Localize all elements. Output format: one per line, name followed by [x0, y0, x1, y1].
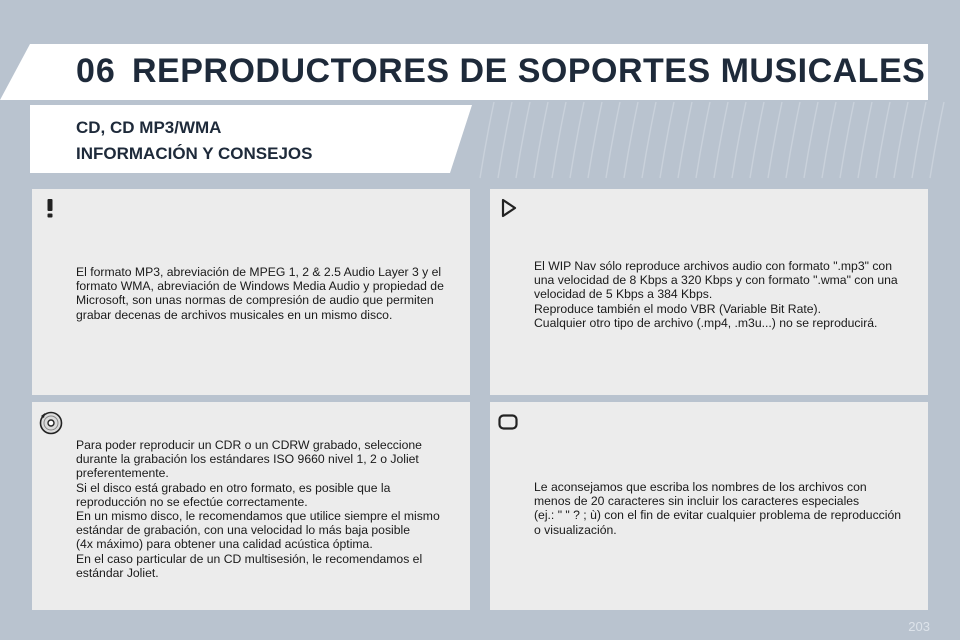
decorative-stripe — [696, 102, 710, 178]
panel-formats-text — [534, 259, 926, 330]
decorative-stripe — [552, 102, 566, 178]
text-line: (ej.: " " ? ; ù) con el fin de evitar cualquier problema de reproducción — [534, 508, 902, 523]
decorative-stripe — [822, 102, 836, 178]
text-line: velocidad de 5 Kbps a 384 Kbps. — [534, 287, 713, 302]
decorative-stripe — [786, 102, 800, 178]
warning-exclamation-icon — [38, 196, 62, 220]
decorative-stripe — [606, 102, 620, 178]
decorative-stripe — [750, 102, 764, 178]
chapter-title: REPRODUCTORES DE SOPORTES MUSICALES — [132, 52, 926, 90]
decorative-stripe — [894, 102, 908, 178]
decorative-stripe — [516, 102, 530, 178]
text-line: Reproduce también el modo VBR (Variable Bit Rate). — [534, 301, 821, 316]
info-rounded-rect-icon — [496, 410, 520, 434]
text-line: estándar de grabación, con una velocidad lo más baja posible — [76, 523, 411, 538]
section-band-tip — [450, 105, 472, 173]
decorative-stripe — [930, 102, 944, 178]
decorative-stripe — [624, 102, 638, 178]
text-line: El WIP Nav sólo reproduce archivos audio con formato ".mp3" con — [534, 259, 892, 273]
decorative-stripe — [732, 102, 746, 178]
section-title-line2: INFORMACIÓN Y CONSEJOS — [76, 144, 313, 163]
text-line: Le aconsejamos que escriba los nombres de los archivos con — [534, 480, 867, 494]
text-line: En el caso particular de un CD multisesión, le recomendamos el — [76, 551, 423, 566]
text-line: preferentemente. — [76, 466, 169, 481]
text-line: En un mismo disco, le recomendamos que utilice siempre el mismo — [76, 509, 440, 524]
decorative-stripe — [588, 102, 602, 178]
panel-mp3-text — [76, 265, 468, 322]
disc-icon — [38, 410, 64, 436]
header-band-tip — [0, 44, 30, 100]
page-number: 203 — [908, 619, 930, 634]
text-line: formato WMA, abreviación de Windows Media Audio y propiedad de — [76, 279, 444, 294]
text-line: (4x máximo) para obtener una calidad acústica óptima. — [76, 537, 373, 552]
decorative-stripe — [858, 102, 872, 178]
text-line: Microsoft, son unas normas de compresión de audio que permiten — [76, 293, 434, 308]
decorative-stripe — [678, 102, 692, 178]
text-line: reproducción no se efectúe correctamente. — [76, 494, 308, 509]
text-line: Si el disco está grabado en otro formato, es posible que la — [76, 480, 391, 495]
text-line: o visualización. — [534, 522, 617, 537]
decorative-stripes — [470, 100, 960, 180]
decorative-stripe — [768, 102, 782, 178]
panel-filenames-text — [534, 480, 926, 537]
decorative-stripe — [876, 102, 890, 178]
text-line: El formato MP3, abreviación de MPEG 1, 2 & 2.5 Audio Layer 3 y el — [76, 265, 442, 279]
text-line: Para poder reproducir un CDR o un CDRW grabado, seleccione — [76, 438, 422, 452]
panel-cdr-text — [76, 438, 468, 580]
text-line: durante la grabación los estándares ISO 9660 nivel 1, 2 o Joliet — [76, 452, 419, 467]
text-line: grabar decenas de archivos musicales en un mismo disco. — [76, 307, 393, 322]
decorative-stripe — [804, 102, 818, 178]
play-triangle-icon — [496, 196, 520, 220]
text-line: estándar Joliet. — [76, 565, 159, 580]
decorative-stripe — [840, 102, 854, 178]
chapter-number: 06 — [76, 52, 116, 90]
decorative-stripe — [642, 102, 656, 178]
section-title-line1: CD, CD MP3/WMA — [76, 118, 222, 137]
decorative-stripe — [660, 102, 674, 178]
text-line: menos de 20 caracteres sin incluir los caracteres especiales — [534, 494, 860, 509]
decorative-stripe — [534, 102, 548, 178]
decorative-stripe — [714, 102, 728, 178]
decorative-stripe — [912, 102, 926, 178]
decorative-stripe — [570, 102, 584, 178]
text-line: una velocidad de 8 Kbps a 320 Kbps y con formato ".wma" con una — [534, 273, 898, 288]
decorative-stripe — [498, 102, 512, 178]
decorative-stripe — [480, 102, 494, 178]
text-line: Cualquier otro tipo de archivo (.mp4, .m3u...) no se reproducirá. — [534, 315, 878, 330]
